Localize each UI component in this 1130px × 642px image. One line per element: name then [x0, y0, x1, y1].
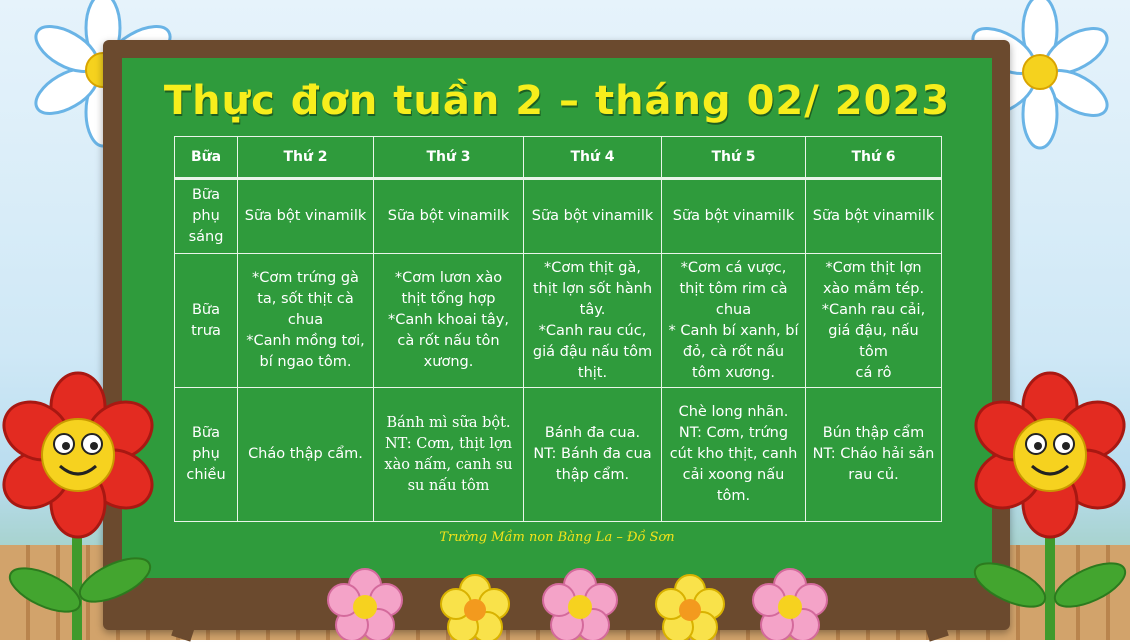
pink-flower-icon: [745, 565, 835, 640]
menu-cell: Bánh đa cua. NT: Bánh đa cua thập cẩm.: [524, 388, 662, 522]
menu-cell: *Cơm cá vược, thịt tôm rim cà chua * Canh bí xanh, bí đỏ, cà rốt nấu tôm xương.: [662, 254, 806, 388]
menu-cell: *Cơm lươn xào thịt tổng hợp *Canh khoai tây, cà rốt nấu tôn xương.: [374, 254, 524, 388]
menu-cell: *Cơm thịt gà, thịt lợn sốt hành tây. *Canh rau cúc, giá đậu nấu tôm thịt.: [524, 254, 662, 388]
red-flower-left-icon: [0, 370, 180, 640]
menu-cell: *Cơm trứng gà ta, sốt thịt cà chua *Canh mồng tơi, bí ngao tôm.: [238, 254, 374, 388]
column-header: Bữa: [175, 137, 238, 179]
table-row: [175, 388, 942, 522]
menu-cell: Chè long nhãn. NT: Cơm, trứng cút kho thịt, canh cải xoong nấu tôm.: [662, 388, 806, 522]
menu-cell: Bánh mì sữa bột. NT: Cơm, thịt lợn xào nấm, canh su su nấu tôm: [374, 388, 524, 522]
pink-flower-icon: [535, 565, 625, 640]
menu-table: [174, 136, 942, 522]
column-header: Thứ 2: [238, 137, 374, 179]
table-header-row: [175, 137, 942, 179]
column-header: Thứ 4: [524, 137, 662, 179]
menu-cell: Sữa bột vinamilk: [662, 179, 806, 254]
table-row: [175, 179, 942, 254]
column-header: Thứ 5: [662, 137, 806, 179]
column-header: Thứ 3: [374, 137, 524, 179]
meal-name-cell: Bữa trưa: [175, 254, 238, 388]
menu-cell: Cháo thập cẩm.: [238, 388, 374, 522]
column-header: Thứ 6: [806, 137, 942, 179]
red-flower-right-icon: [950, 370, 1130, 640]
meal-name-cell: Bữa phụ chiều: [175, 388, 238, 522]
menu-cell: Bún thập cẩm NT: Cháo hải sản rau củ.: [806, 388, 942, 522]
menu-cell: Sữa bột vinamilk: [524, 179, 662, 254]
meal-name-cell: Bữa phụ sáng: [175, 179, 238, 254]
yellow-flower-icon: [645, 570, 735, 640]
yellow-flower-icon: [430, 570, 520, 640]
page-title: Thực đơn tuần 2 – tháng 02/ 2023: [163, 78, 951, 124]
menu-cell: Sữa bột vinamilk: [806, 179, 942, 254]
table-row: [175, 254, 942, 388]
pink-flower-icon: [320, 565, 410, 640]
menu-cell: Sữa bột vinamilk: [374, 179, 524, 254]
school-name-footer: Trường Mầm non Bàng La – Đồ Sơn: [439, 530, 675, 545]
menu-cell: Sữa bột vinamilk: [238, 179, 374, 254]
menu-cell: *Cơm thịt lợn xào mắm tép. *Canh rau cải, giá đậu, nấu tôm cá rô: [806, 254, 942, 388]
